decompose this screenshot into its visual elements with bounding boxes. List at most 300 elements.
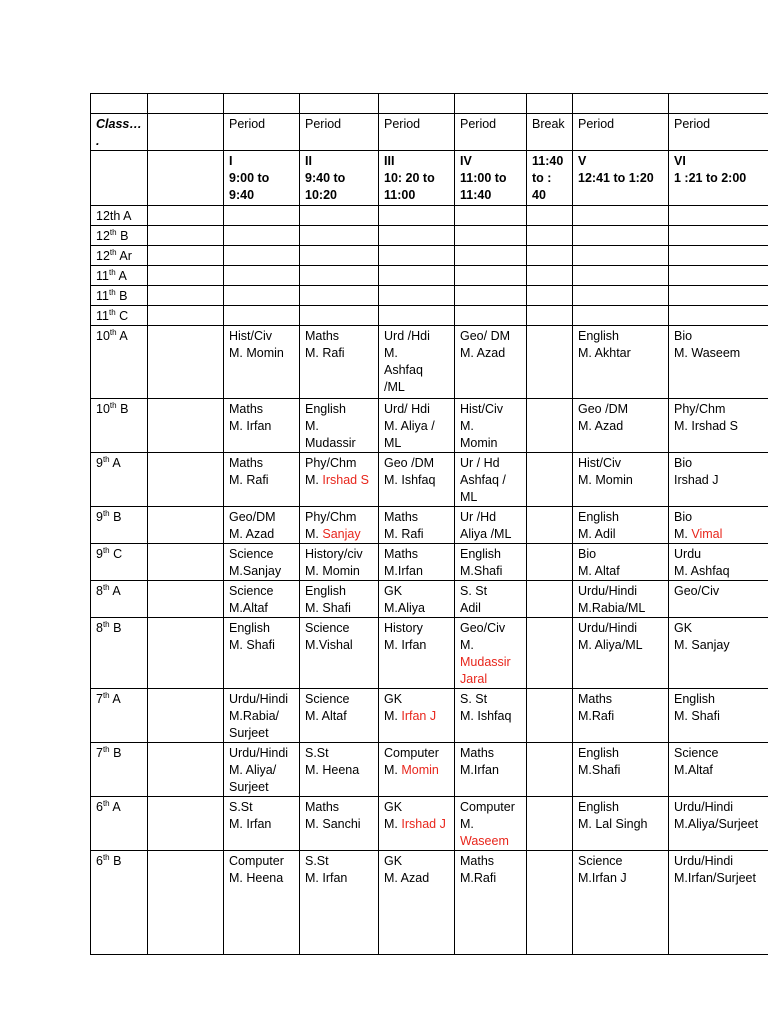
subject-cell — [455, 743, 527, 797]
class-number: 7 — [96, 746, 103, 760]
break-cell — [527, 689, 573, 743]
subject-cell — [224, 743, 300, 797]
teacher-name: M. Akhtar — [578, 346, 631, 360]
class-section: A — [119, 329, 128, 343]
subject-name: Phy/Chm — [305, 456, 357, 470]
subject-name: S. St — [460, 692, 488, 706]
subject-name: Science — [305, 692, 350, 706]
subject-name: Maths — [578, 692, 613, 706]
teacher-name: M. Ishfaq — [384, 473, 436, 487]
subject-name: GK — [384, 692, 403, 706]
class-label — [91, 581, 148, 618]
class-number: 11 — [96, 289, 109, 303]
subject-name: Urdu/Hindi — [578, 584, 638, 598]
subject-name: English — [229, 621, 270, 635]
subject-name: Science — [674, 746, 719, 760]
subject-name: Maths — [229, 456, 264, 470]
subject-name: Geo /DM — [384, 456, 435, 470]
subject-cell — [224, 618, 300, 689]
teacher-name: M. Irfan — [305, 871, 348, 885]
subject-cell — [669, 689, 768, 743]
teacher-name: M. Waseem — [674, 346, 741, 360]
subject-cell — [573, 618, 669, 689]
class-row — [91, 618, 768, 689]
teacher-name: M. — [384, 346, 398, 360]
teacher-name: M.Aliya/Surjeet — [674, 817, 759, 831]
teacher-name: M.Altaf — [674, 763, 713, 777]
subject-cell — [379, 326, 455, 399]
teacher-name: M.Rafi — [578, 709, 615, 723]
class-section: B — [120, 229, 129, 243]
teacher-name: M. Altaf — [305, 709, 347, 723]
subject-cell — [379, 618, 455, 689]
class-row — [91, 581, 768, 618]
break-cell — [527, 743, 573, 797]
subject-cell — [300, 618, 379, 689]
subject-cell — [224, 544, 300, 581]
class-row — [91, 286, 768, 306]
teacher-name: Mudassir — [305, 436, 356, 450]
subject-cell — [669, 581, 768, 618]
subject-name: History/civ — [305, 547, 363, 561]
subject-name: Urdu/Hindi — [229, 746, 289, 760]
subject-name: S.St — [229, 800, 253, 814]
period-number: V — [578, 154, 587, 168]
subject-name: History — [384, 621, 423, 635]
teacher-name: M. Rafi — [229, 473, 269, 487]
teacher-name: M. Aliya / — [384, 419, 435, 433]
class-number: 9 — [96, 456, 103, 470]
subject-cell — [455, 689, 527, 743]
subject-cell — [455, 399, 527, 453]
teacher-name: Ashfaq / — [460, 473, 506, 487]
teacher-name: M. Rafi — [305, 346, 345, 360]
header-row-1 — [91, 114, 768, 151]
class-suffix: th — [109, 400, 117, 410]
class-section: B — [113, 621, 122, 635]
subject-cell — [379, 453, 455, 507]
subject-name: Geo /DM — [578, 402, 629, 416]
highlighted-teacher: Irshad J — [401, 817, 446, 831]
teacher-name: M. — [460, 817, 474, 831]
subject-cell — [573, 797, 669, 851]
break-cell — [527, 581, 573, 618]
class-section: Ar — [119, 249, 132, 263]
class-suffix: th — [109, 327, 117, 337]
class-section: B — [113, 746, 122, 760]
teacher-name: M. — [305, 419, 319, 433]
subject-cell — [379, 797, 455, 851]
subject-name: Science — [578, 854, 623, 868]
teacher-name: M.Shafi — [578, 763, 621, 777]
class-number: 12 — [96, 249, 110, 263]
class-row — [91, 743, 768, 797]
subject-name: Geo/DM — [229, 510, 276, 524]
class-row — [91, 226, 768, 246]
subject-name: S. St — [460, 584, 488, 598]
class-section: A — [112, 692, 121, 706]
class-label — [91, 399, 148, 453]
teacher-name: ML — [460, 490, 478, 504]
subject-name: Maths — [305, 329, 340, 343]
subject-name: English — [460, 547, 501, 561]
subject-cell — [669, 544, 768, 581]
subject-name: Geo/ DM — [460, 329, 511, 343]
teacher-name: M. Aliya/ — [229, 763, 277, 777]
class-row — [91, 399, 768, 453]
teacher-name: /ML — [384, 380, 405, 394]
class-label — [91, 326, 148, 399]
subject-name: Geo/Civ — [460, 621, 506, 635]
subject-cell — [455, 326, 527, 399]
subject-cell — [224, 797, 300, 851]
period-header: Period — [573, 114, 669, 151]
highlighted-teacher: Irshad S — [322, 473, 369, 487]
teacher-name: Momin — [460, 436, 498, 450]
subject-cell — [455, 581, 527, 618]
break-cell — [527, 453, 573, 507]
subject-name: Bio — [578, 547, 597, 561]
subject-cell — [224, 453, 300, 507]
class-number: 7 — [96, 692, 103, 706]
subject-name: English — [578, 746, 619, 760]
teacher-name: M.Vishal — [305, 638, 353, 652]
period-number: I — [229, 154, 233, 168]
subject-name: Science — [229, 584, 274, 598]
period-time: 12:41 to 1:20 — [578, 171, 654, 185]
period-number: VI — [674, 154, 686, 168]
subject-name: Hist/Civ — [229, 329, 273, 343]
teacher-name: Aliya /ML — [460, 527, 512, 541]
class-label — [91, 797, 148, 851]
period-number: III — [384, 154, 395, 168]
subject-name: Urdu/Hindi — [229, 692, 289, 706]
teacher-name: M. — [460, 419, 474, 433]
class-row — [91, 507, 768, 544]
break-cell — [527, 507, 573, 544]
subject-name: Phy/Chm — [674, 402, 726, 416]
teacher-name: M.Aliya — [384, 601, 425, 615]
subject-cell — [573, 399, 669, 453]
class-number: 9 — [96, 547, 103, 561]
subject-name: Computer — [460, 800, 515, 814]
period-time-cell — [224, 151, 300, 206]
class-suffix: th — [108, 287, 116, 297]
teacher-name: M. — [460, 638, 474, 652]
subject-cell — [379, 689, 455, 743]
class-suffix: th — [102, 798, 110, 808]
class-section: A — [118, 269, 127, 283]
subject-cell — [573, 507, 669, 544]
period-time-cell — [573, 151, 669, 206]
subject-cell — [224, 689, 300, 743]
teacher-name: M. — [384, 817, 402, 831]
class-label — [91, 306, 148, 326]
subject-name: Ur / Hd — [460, 456, 500, 470]
subject-cell — [669, 797, 768, 851]
subject-cell — [455, 851, 527, 955]
subject-name: Maths — [384, 510, 419, 524]
teacher-name: M. Ishfaq — [460, 709, 512, 723]
subject-name: Phy/Chm — [305, 510, 357, 524]
subject-cell — [669, 326, 768, 399]
teacher-name: Adil — [460, 601, 481, 615]
subject-cell — [573, 453, 669, 507]
class-suffix: th — [108, 307, 116, 317]
class-label — [91, 266, 148, 286]
subject-name: Maths — [229, 402, 264, 416]
class-suffix: th — [102, 690, 110, 700]
class-section: A — [112, 800, 121, 814]
subject-cell — [669, 507, 768, 544]
class-section: C — [119, 309, 129, 323]
period-header: Period — [669, 114, 768, 151]
break-cell — [527, 618, 573, 689]
subject-name: Bio — [674, 456, 693, 470]
teacher-name: M.Irfan — [460, 763, 499, 777]
subject-cell — [300, 581, 379, 618]
class-section: C — [113, 547, 123, 561]
highlighted-teacher: Irfan J — [401, 709, 437, 723]
subject-name: Geo/Civ — [674, 584, 720, 598]
period-header: Period — [224, 114, 300, 151]
subject-cell — [224, 399, 300, 453]
class-row — [91, 797, 768, 851]
teacher-name: M. Heena — [229, 871, 284, 885]
subject-cell — [300, 797, 379, 851]
period-time: 10: 20 to 11:00 — [384, 171, 435, 202]
subject-name: Urd /Hdi — [384, 329, 430, 343]
class-number: 8 — [96, 584, 103, 598]
class-row — [91, 544, 768, 581]
subject-name: GK — [674, 621, 693, 635]
period-time: 11:00 to 11:40 — [460, 171, 507, 202]
class-section: A — [112, 456, 121, 470]
class-section: B — [113, 510, 122, 524]
break-header: Break — [527, 114, 573, 151]
class-row — [91, 851, 768, 955]
class-suffix: th — [108, 267, 116, 277]
subject-name: Urdu — [674, 547, 702, 561]
class-row — [91, 453, 768, 507]
subject-name: Urd/ Hdi — [384, 402, 430, 416]
teacher-name: M.Irfan — [384, 564, 423, 578]
period-header: Period — [300, 114, 379, 151]
subject-name: Science — [305, 621, 350, 635]
teacher-name: M.Rabia/ML — [578, 601, 646, 615]
period-time: 1 :21 to 2:00 — [674, 171, 747, 185]
highlighted-teacher: Vimal — [691, 527, 723, 541]
period-header: Period — [379, 114, 455, 151]
subject-name: Maths — [460, 746, 495, 760]
teacher-name: M. Momin — [305, 564, 360, 578]
subject-cell — [573, 743, 669, 797]
subject-cell — [300, 689, 379, 743]
subject-name: Computer — [384, 746, 439, 760]
class-section: B — [113, 854, 122, 868]
period-time: 9:40 to 10:20 — [305, 171, 346, 202]
subject-cell — [573, 689, 669, 743]
subject-cell — [379, 507, 455, 544]
subject-cell — [573, 326, 669, 399]
teacher-name: M.Altaf — [229, 601, 268, 615]
highlighted-teacher: Sanjay — [322, 527, 361, 541]
class-number: 10 — [96, 402, 110, 416]
class-suffix: th — [102, 619, 110, 629]
class-section: B — [119, 289, 128, 303]
subject-name: English — [578, 329, 619, 343]
break-cell — [527, 797, 573, 851]
class-label — [91, 507, 148, 544]
class-number: 11 — [96, 309, 109, 323]
subject-cell — [669, 399, 768, 453]
break-cell — [527, 851, 573, 955]
teacher-name: M. Shafi — [674, 709, 720, 723]
subject-cell — [300, 453, 379, 507]
teacher-name: Irshad J — [674, 473, 719, 487]
period-times-row — [91, 151, 768, 206]
subject-cell — [455, 507, 527, 544]
class-row — [91, 326, 768, 399]
class-row — [91, 689, 768, 743]
highlighted-teacher: Waseem — [460, 834, 509, 848]
subject-cell — [455, 453, 527, 507]
class-label — [91, 206, 148, 226]
teacher-name: M. Irfan — [229, 817, 272, 831]
subject-name: Hist/Civ — [460, 402, 504, 416]
teacher-name: M. Aliya/ML — [578, 638, 643, 652]
subject-name: Urdu/Hindi — [674, 800, 734, 814]
teacher-name: M. Shafi — [305, 601, 351, 615]
teacher-name: M. Ashfaq — [674, 564, 730, 578]
class-section: A — [112, 584, 121, 598]
class-number: 6 — [96, 854, 103, 868]
subject-name: Hist/Civ — [578, 456, 622, 470]
highlighted-teacher: Mudassir — [460, 655, 511, 669]
teacher-name: M. — [305, 527, 323, 541]
subject-cell — [300, 544, 379, 581]
class-number: 6 — [96, 800, 103, 814]
class-row — [91, 266, 768, 286]
subject-name: Science — [229, 547, 274, 561]
period-number: 11:40 to : 40 — [532, 154, 564, 202]
class-number: 12th — [96, 209, 121, 223]
class-section: A — [123, 209, 132, 223]
subject-name: GK — [384, 854, 403, 868]
break-cell — [527, 326, 573, 399]
class-label — [91, 544, 148, 581]
teacher-name: M. Sanjay — [674, 638, 730, 652]
subject-cell — [669, 453, 768, 507]
teacher-name: M. Azad — [384, 871, 430, 885]
subject-name: Urdu/Hindi — [578, 621, 638, 635]
teacher-name: M.Sanjay — [229, 564, 282, 578]
teacher-name: M.Irfan J — [578, 871, 627, 885]
class-label — [91, 286, 148, 306]
teacher-name: M. — [674, 527, 692, 541]
period-time-cell — [527, 151, 573, 206]
teacher-name: M. Momin — [578, 473, 633, 487]
period-number: II — [305, 154, 312, 168]
subject-cell — [379, 851, 455, 955]
class-suffix: th — [102, 582, 110, 592]
class-number: 8 — [96, 621, 103, 635]
top-empty-row — [91, 94, 768, 114]
class-suffix: th — [102, 508, 110, 518]
subject-cell — [224, 581, 300, 618]
teacher-name: Surjeet — [229, 780, 269, 794]
period-time-cell — [455, 151, 527, 206]
subject-cell — [379, 399, 455, 453]
subject-name: S.St — [305, 854, 329, 868]
class-suffix: th — [109, 227, 117, 237]
subject-name: English — [305, 584, 346, 598]
teacher-name: M. — [305, 473, 323, 487]
subject-name: Maths — [460, 854, 495, 868]
subject-cell — [455, 797, 527, 851]
class-number: 10 — [96, 329, 110, 343]
class-suffix: th — [102, 744, 110, 754]
subject-cell — [455, 544, 527, 581]
subject-cell — [300, 399, 379, 453]
period-time-cell — [300, 151, 379, 206]
subject-cell — [300, 507, 379, 544]
class-label — [91, 851, 148, 955]
teacher-name: M. Sanchi — [305, 817, 361, 831]
subject-cell — [300, 851, 379, 955]
break-cell — [527, 399, 573, 453]
teacher-name: M. Heena — [305, 763, 360, 777]
highlighted-teacher: Momin — [401, 763, 439, 777]
subject-name: Bio — [674, 329, 693, 343]
class-label — [91, 226, 148, 246]
teacher-name: M. — [384, 763, 402, 777]
class-number: 9 — [96, 510, 103, 524]
subject-name: GK — [384, 584, 403, 598]
teacher-name: M. Adil — [578, 527, 616, 541]
class-label — [91, 246, 148, 266]
subject-cell — [669, 618, 768, 689]
subject-cell — [300, 326, 379, 399]
period-time: 9:00 to 9:40 — [229, 171, 270, 202]
teacher-name: M. Momin — [229, 346, 284, 360]
teacher-name: M. Irfan — [229, 419, 272, 433]
subject-cell — [300, 743, 379, 797]
period-time-cell — [379, 151, 455, 206]
teacher-name: M. Azad — [578, 419, 624, 433]
class-suffix: th — [102, 454, 110, 464]
subject-name: English — [305, 402, 346, 416]
teacher-name: M.Rabia/ — [229, 709, 280, 723]
teacher-name: M. Irshad S — [674, 419, 738, 433]
teacher-name: M. Altaf — [578, 564, 620, 578]
teacher-name: M.Shafi — [460, 564, 503, 578]
subject-cell — [669, 851, 768, 955]
period-time-cell — [669, 151, 768, 206]
subject-name: Bio — [674, 510, 693, 524]
class-label — [91, 618, 148, 689]
subject-name: English — [578, 800, 619, 814]
subject-cell — [224, 851, 300, 955]
class-label — [91, 689, 148, 743]
subject-cell — [573, 581, 669, 618]
teacher-name: M.Rafi — [460, 871, 497, 885]
teacher-name: M.Irfan/Surjeet — [674, 871, 756, 885]
teacher-name: ML — [384, 436, 402, 450]
class-label — [91, 743, 148, 797]
class-label — [91, 453, 148, 507]
period-header: Period — [455, 114, 527, 151]
